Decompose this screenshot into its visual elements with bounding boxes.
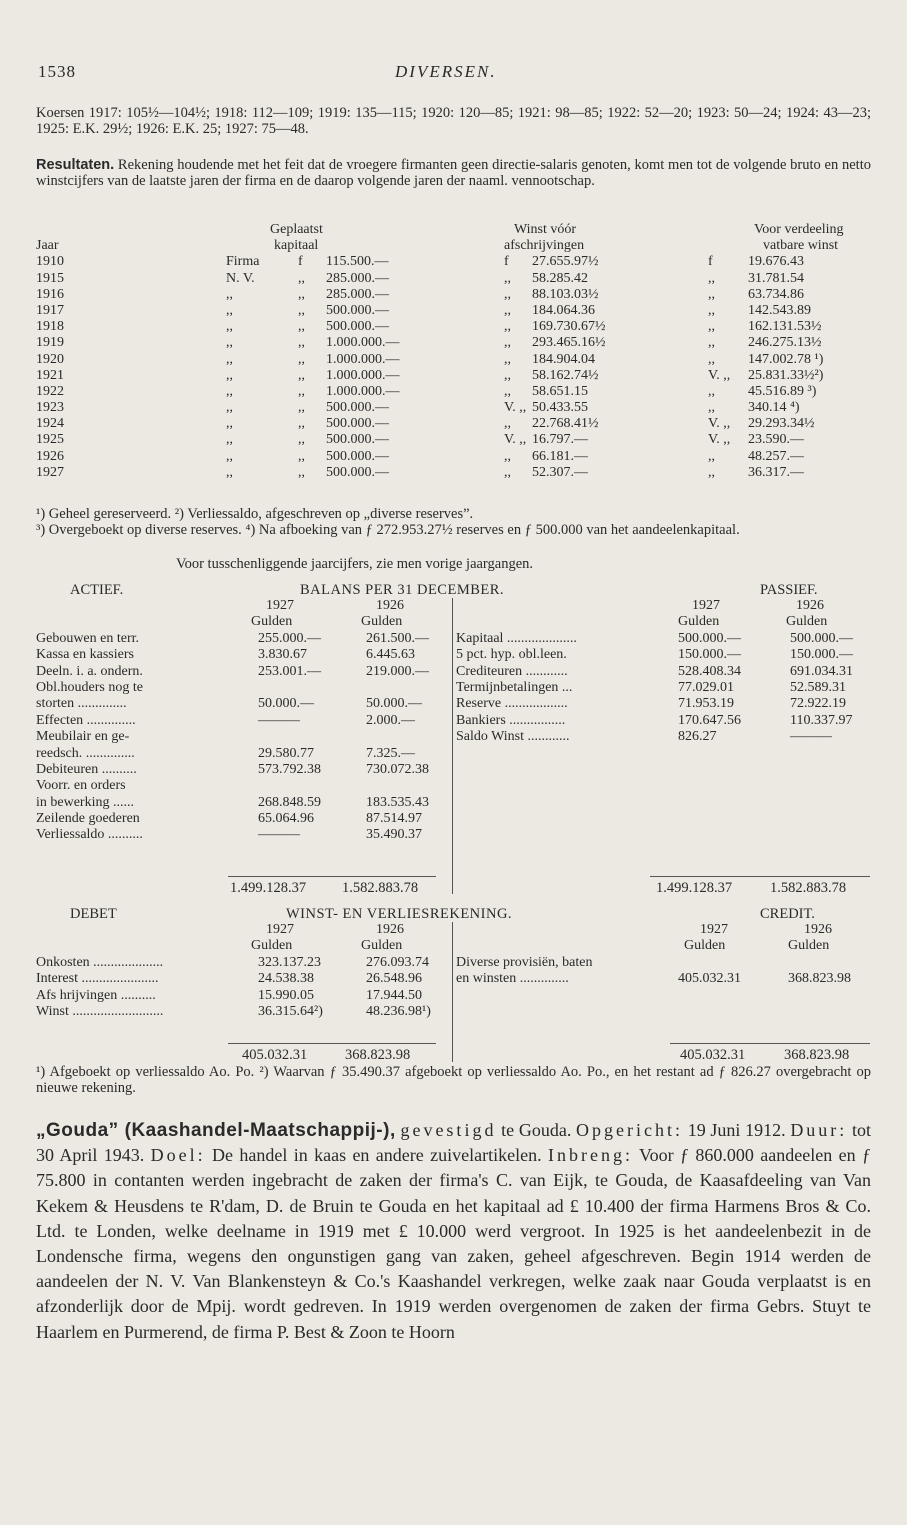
winst-cell: 88.103.03½ [532, 286, 599, 302]
table-row [36, 368, 876, 384]
winst-total-right-1926: 368.823.98 [784, 1047, 850, 1063]
winst-total-right-1927: 405.032.31 [680, 1047, 746, 1063]
firma-cell: ,, [226, 400, 233, 416]
vbw-prefix-cell: ,, [708, 400, 715, 416]
vbw-cell: 48.257.— [748, 448, 804, 464]
resultaten-text: Rekening houdende met het feit dat de vroegere firmanten geen directie-salaris genoten, komt men tot de volgende bruto en netto winstcijfers van de laatste jaren der firma en de daarop volgende jaren der naaml. vennootschap. [36, 157, 871, 189]
account-label: Termijnbetalingen ... [456, 679, 573, 695]
winst-prefix-cell: ,, [504, 351, 511, 367]
jaar-cell: 1920 [36, 351, 64, 367]
account-label: in bewerking ...... [36, 794, 134, 810]
jaar-cell: 1917 [36, 302, 64, 318]
account-label: Onkosten .................... [36, 954, 164, 970]
gulden-label: Gulden [788, 938, 830, 954]
actief-label: ACTIEF. [70, 582, 124, 598]
value-1926: 52.589.31 [790, 679, 846, 695]
account-label: Diverse provisiën, baten [456, 954, 593, 970]
currency-cell: ,, [298, 383, 305, 399]
value-1927: 405.032.31 [678, 971, 741, 987]
vbw-prefix-cell: ,, [708, 464, 715, 480]
balans-right [456, 598, 876, 746]
gouda-text-5: Voor ƒ 860.000 aandeelen en ƒ 75.800 in contanten werden ingebracht de zaken der firma's C. van Eijk, te Gouda, de Kaasafdeeling van Van Kekem & Heusdens te R'dam, D. de Bruin te Gouda en het kapitaal ad £ 10.400 der firma Harmens Bros & Co. Ltd. te Londen, welke deelname in 1919 met £ 10.000 werd vergroot. In 1925 is het aandeelenbezit in de Londensche firma, wegens den ongunstigen gang van zaken, geheel afgeschreven. Begin 1914 werden de aandeelen der N. V. Van Blankensteyn & Co.'s Kaashandel verkregen, welke zaak naar Gouda verplaatst is en afzonderlijk door de Mpij. wordt gedreven. In 1919 werden overgenomen de zaken der firma Gebrs. Stuyt te Haarlem en Purmerend, de firma P. Best & Zoon te Hoorn [36, 1145, 871, 1342]
jaar-cell: 1916 [36, 286, 64, 302]
winst-footnote: ¹) Afgeboekt op verliessaldo Ao. Po. ²) Waarvan ƒ 35.490.37 afgeboekt op verliessaldo Ao. Po., en het restant ad ƒ 826.27 overgebracht op nieuwe rekening. [36, 1064, 871, 1096]
credit-label: CREDIT. [760, 906, 815, 922]
currency-cell: ,, [298, 302, 305, 318]
value-1926: 500.000.— [790, 630, 853, 646]
currency-cell: ,, [298, 400, 305, 416]
table-row [36, 287, 876, 303]
balans-total-left-1927: 1.499.128.37 [230, 880, 307, 896]
results-note: Voor tusschenliggende jaarcijfers, zie men vorige jaargangen. [176, 556, 533, 572]
vbw-cell: 246.275.13½ [748, 335, 822, 351]
value-1927: ——— [258, 827, 300, 843]
currency-cell: ,, [298, 351, 305, 367]
table-row [36, 400, 876, 416]
firma-cell: ,, [226, 351, 233, 367]
table-row [36, 465, 876, 481]
account-label: reedsch. .............. [36, 745, 135, 761]
firma-cell: ,, [226, 448, 233, 464]
kapitaal-cell: 1.000.000.— [326, 383, 400, 399]
table-row [456, 680, 876, 696]
firma-cell: ,, [226, 367, 233, 383]
value-1927: 268.848.59 [258, 794, 321, 810]
kapitaal-cell: 1.000.000.— [326, 367, 400, 383]
winst-cell: 27.655.97½ [532, 254, 599, 270]
table-row [36, 319, 876, 335]
value-1926: 183.535.43 [366, 794, 429, 810]
currency-cell: ,, [298, 416, 305, 432]
firma-cell: ,, [226, 335, 233, 351]
winst-prefix-cell: ,, [504, 319, 511, 335]
account-label: Deeln. i. a. ondern. [36, 663, 143, 679]
duur-label: Duur: [790, 1120, 848, 1140]
balans-total-right-1926: 1.582.883.78 [770, 880, 847, 896]
kapitaal-cell: 500.000.— [326, 416, 389, 432]
vbw-cell: 36.317.— [748, 464, 804, 480]
koersen-text: Koersen 1917: 105½—104½; 1918: 112—109; 1919: 135—115; 1920: 120—85; 1921: 98—85; 1922: 52—20; 1923: 50—24; 1924: 43—23; 1925: E.K. 29½; 1926: E.K. 25; 1927: 75—48. [36, 105, 871, 137]
results-table [36, 222, 876, 481]
value-1926: 72.922.19 [790, 696, 846, 712]
vbw-cell: 19.676.43 [748, 254, 804, 270]
value-1926: 35.490.37 [366, 827, 422, 843]
jaar-cell: 1927 [36, 464, 64, 480]
vbw-cell: 23.590.— [748, 432, 804, 448]
currency-cell: ,, [298, 448, 305, 464]
value-1927: ——— [258, 712, 300, 728]
value-1926: 50.000.— [366, 696, 422, 712]
results-footnote-1: ¹) Geheel gereserveerd. ²) Verliessaldo, afgeschreven op „diverse reserves”. [36, 506, 474, 522]
gouda-text-4: De handel in kaas en andere zuivelartikelen. [205, 1145, 548, 1166]
jaar-cell: 1922 [36, 383, 64, 399]
winst-cell: 16.797.— [532, 432, 588, 448]
winst-cell: 22.768.41½ [532, 416, 599, 432]
value-1926: 150.000.— [790, 647, 853, 663]
winst-total-left-1926: 368.823.98 [345, 1047, 411, 1063]
value-1926: 6.445.63 [366, 647, 415, 663]
winst-prefix-cell: ,, [504, 448, 511, 464]
year-1927: 1927 [692, 598, 720, 613]
header-geplaatst: Geplaatst [270, 222, 323, 237]
table-row [36, 955, 456, 971]
year-1927: 1927 [266, 922, 294, 937]
vbw-prefix-cell: V. ,, [708, 432, 731, 448]
table-row [36, 729, 456, 745]
value-1926: ——— [790, 729, 832, 745]
vbw-cell: 142.543.89 [748, 302, 811, 318]
kapitaal-cell: 500.000.— [326, 464, 389, 480]
firma-cell: ,, [226, 432, 233, 448]
kapitaal-cell: 285.000.— [326, 286, 389, 302]
gouda-text-1: te Gouda. [496, 1120, 577, 1140]
value-1926: 219.000.— [366, 663, 429, 679]
gouda-entry [36, 1118, 871, 1345]
winst-cell: 184.904.04 [532, 351, 595, 367]
header-vatbare: vatbare winst [763, 238, 839, 254]
value-1926: 110.337.97 [790, 712, 853, 728]
jaar-cell: 1924 [36, 416, 64, 432]
table-row [456, 664, 876, 680]
kapitaal-cell: 500.000.— [326, 302, 389, 318]
winst-cell: 66.181.— [532, 448, 588, 464]
value-1926: 7.325.— [366, 745, 415, 761]
gouda-text-3: tot 30 April 1943. [36, 1120, 872, 1166]
gouda-title: „Gouda” (Kaashandel-Maatschappij-), [36, 1120, 396, 1141]
account-label: Bankiers ................ [456, 712, 566, 728]
winst-prefix-cell: ,, [504, 416, 511, 432]
winst-cell: 169.730.67½ [532, 319, 606, 335]
table-row [36, 432, 876, 448]
gouda-text-2: 19 Juni 1912. [683, 1120, 791, 1140]
currency-cell: ,, [298, 432, 305, 448]
vbw-prefix-cell: V. ,, [708, 416, 731, 432]
kapitaal-cell: 1.000.000.— [326, 351, 400, 367]
table-row [456, 696, 876, 712]
currency-cell: ,, [298, 286, 305, 302]
vbw-cell: 162.131.53½ [748, 319, 822, 335]
winst-prefix-cell: V. ,, [504, 400, 527, 416]
gevestigd-label: gevestigd [400, 1120, 497, 1140]
value-1927: 323.137.23 [258, 954, 321, 970]
table-row [36, 335, 876, 351]
winst-total-left-1927: 405.032.31 [242, 1047, 308, 1063]
account-label: Reserve .................. [456, 696, 568, 712]
doel-label: Doel: [150, 1145, 206, 1166]
account-label: Effecten .............. [36, 712, 136, 728]
winst-prefix-cell: f [504, 254, 509, 270]
value-1927: 253.001.— [258, 663, 321, 679]
winst-prefix-cell: V. ,, [504, 432, 527, 448]
value-1926: 261.500.— [366, 630, 429, 646]
value-1927: 528.408.34 [678, 663, 741, 679]
value-1927: 24.538.38 [258, 971, 314, 987]
account-label: Interest ...................... [36, 971, 159, 987]
winst-prefix-cell: ,, [504, 464, 511, 480]
table-row [36, 664, 456, 680]
gulden-label: Gulden [361, 938, 403, 954]
jaar-cell: 1918 [36, 319, 64, 335]
table-row [36, 811, 456, 827]
value-1927: 15.990.05 [258, 987, 314, 1003]
account-label: Kapitaal .................... [456, 630, 577, 646]
vbw-cell: 63.734.86 [748, 286, 804, 302]
value-1926: 276.093.74 [366, 954, 429, 970]
gulden-label: Gulden [361, 614, 403, 630]
kapitaal-cell: 115.500.— [326, 254, 389, 270]
jaar-cell: 1923 [36, 400, 64, 416]
kapitaal-cell: 285.000.— [326, 270, 389, 286]
header-kapitaal: kapitaal [274, 238, 319, 254]
jaar-cell: 1910 [36, 254, 64, 270]
table-row [36, 647, 456, 663]
winst-left [36, 922, 456, 1020]
opgericht-label: Opgericht: [576, 1120, 684, 1140]
value-1926: 48.236.98¹) [366, 1003, 431, 1019]
value-1926: 368.823.98 [788, 971, 851, 987]
kapitaal-cell: 500.000.— [326, 432, 389, 448]
winst-prefix-cell: ,, [504, 335, 511, 351]
winst-cell: 52.307.— [532, 464, 588, 480]
firma-cell: ,, [226, 319, 233, 335]
winst-prefix-cell: ,, [504, 286, 511, 302]
resultaten-label: Resultaten. [36, 157, 115, 173]
table-row [36, 778, 456, 794]
table-row [456, 955, 876, 971]
value-1927: 573.792.38 [258, 761, 321, 777]
account-label: Crediteuren ............ [456, 663, 568, 679]
table-row [456, 631, 876, 647]
value-1926: 87.514.97 [366, 811, 422, 827]
year-1926: 1926 [376, 922, 404, 937]
year-1927: 1927 [700, 922, 728, 937]
currency-cell: ,, [298, 335, 305, 351]
table-row [36, 971, 456, 987]
account-label: Meubilair en ge- [36, 729, 130, 745]
winst-right [456, 922, 876, 988]
table-row [36, 1004, 456, 1020]
account-label: Saldo Winst ............ [456, 729, 570, 745]
account-label: Winst .......................... [36, 1003, 164, 1019]
vbw-prefix-cell: ,, [708, 448, 715, 464]
table-row [36, 795, 456, 811]
year-1927: 1927 [266, 598, 294, 613]
winst-prefix-cell: ,, [504, 367, 511, 383]
vbw-prefix-cell: ,, [708, 383, 715, 399]
vbw-cell: 31.781.54 [748, 270, 804, 286]
vbw-prefix-cell: ,, [708, 286, 715, 302]
table-row [36, 762, 456, 778]
header-voor: Voor verdeeling [754, 222, 844, 237]
winst-cell: 58.651.15 [532, 383, 588, 399]
gulden-label: Gulden [684, 938, 726, 954]
balans-total-right-1927: 1.499.128.37 [656, 880, 733, 896]
account-label: Verliessaldo .......... [36, 827, 143, 843]
account-label: Kassa en kassiers [36, 647, 134, 663]
vbw-prefix-cell: ,, [708, 351, 715, 367]
value-1927: 29.580.77 [258, 745, 314, 761]
value-1926: 2.000.— [366, 712, 415, 728]
vbw-prefix-cell: ,, [708, 302, 715, 318]
value-1927: 150.000.— [678, 647, 741, 663]
currency-cell: ,, [298, 270, 305, 286]
value-1926: 26.548.96 [366, 971, 422, 987]
value-1927: 255.000.— [258, 630, 321, 646]
winst-cell: 58.285.42 [532, 270, 588, 286]
winst-cell: 184.064.36 [532, 302, 595, 318]
kapitaal-cell: 500.000.— [326, 448, 389, 464]
table-row [36, 271, 876, 287]
balans-total-rule-left [228, 876, 436, 877]
balans-title: BALANS PER 31 DECEMBER. [300, 582, 505, 598]
currency-cell: ,, [298, 319, 305, 335]
account-label: Obl.houders nog te [36, 679, 143, 695]
table-row [36, 449, 876, 465]
value-1927: 826.27 [678, 729, 717, 745]
value-1927: 50.000.— [258, 696, 314, 712]
table-row [36, 254, 876, 270]
value-1927: 3.830.67 [258, 647, 307, 663]
vbw-prefix-cell: ,, [708, 335, 715, 351]
table-row [456, 713, 876, 729]
value-1927: 170.647.56 [678, 712, 741, 728]
winst-divider [452, 922, 453, 1062]
jaar-cell: 1925 [36, 432, 64, 448]
vbw-cell: 45.516.89 ³) [748, 383, 817, 399]
vbw-prefix-cell: ,, [708, 319, 715, 335]
firma-cell: Firma [226, 254, 260, 270]
winst-prefix-cell: ,, [504, 383, 511, 399]
currency-cell: f [298, 254, 303, 270]
kapitaal-cell: 1.000.000.— [326, 335, 400, 351]
value-1926: 730.072.38 [366, 761, 429, 777]
vbw-cell: 340.14 ⁴) [748, 400, 800, 416]
firma-cell: ,, [226, 464, 233, 480]
vbw-cell: 29.293.34½ [748, 416, 815, 432]
table-row [456, 647, 876, 663]
currency-cell: ,, [298, 464, 305, 480]
balans-total-rule-right [650, 876, 870, 877]
account-label: storten .............. [36, 696, 127, 712]
balans-left [36, 598, 456, 844]
firma-cell: ,, [226, 383, 233, 399]
header-winst: Winst vóór [514, 222, 577, 237]
results-footnote-2: ³) Overgeboekt op diverse reserves. ⁴) Na afboeking van ƒ 272.953.27½ reserves en ƒ 500.000 van het aandeelenkapitaal. [36, 522, 740, 538]
jaar-cell: 1915 [36, 270, 64, 286]
page-number: 1538 [38, 62, 76, 81]
firma-cell: ,, [226, 302, 233, 318]
account-label: en winsten .............. [456, 971, 569, 987]
table-row [36, 988, 456, 1004]
account-label: Voorr. en orders [36, 778, 126, 794]
header-afschrijvingen: afschrijvingen [504, 238, 585, 254]
inbreng-label: Inbreng: [547, 1145, 633, 1166]
table-row [36, 696, 456, 712]
currency-cell: ,, [298, 367, 305, 383]
account-label: Zeilende goederen [36, 811, 140, 827]
resultaten-paragraph [36, 157, 871, 189]
year-1926: 1926 [376, 598, 404, 613]
value-1927: 71.953.19 [678, 696, 734, 712]
jaar-cell: 1919 [36, 335, 64, 351]
account-label: Afs hrijvingen .......... [36, 987, 156, 1003]
table-row [456, 729, 876, 745]
gulden-label: Gulden [251, 938, 293, 954]
account-label: 5 pct. hyp. obl.leen. [456, 647, 567, 663]
winst-title: WINST- EN VERLIESREKENING. [286, 906, 513, 922]
balans-total-left-1926: 1.582.883.78 [342, 880, 419, 896]
kapitaal-cell: 500.000.— [326, 400, 389, 416]
winst-total-rule-left [228, 1043, 436, 1044]
table-row [36, 352, 876, 368]
value-1926: 691.034.31 [790, 663, 853, 679]
table-row [36, 746, 456, 762]
value-1927: 77.029.01 [678, 679, 734, 695]
winst-prefix-cell: ,, [504, 270, 511, 286]
table-row [36, 303, 876, 319]
balans-divider [452, 598, 453, 894]
table-row [36, 680, 456, 696]
header-jaar: Jaar [36, 238, 59, 254]
vbw-prefix-cell: ,, [708, 270, 715, 286]
value-1927: 500.000.— [678, 630, 741, 646]
value-1926: 17.944.50 [366, 987, 422, 1003]
gulden-label: Gulden [251, 614, 293, 630]
firma-cell: N. V. [226, 270, 255, 286]
gulden-label: Gulden [678, 614, 720, 630]
year-1926: 1926 [796, 598, 824, 613]
table-row [36, 827, 456, 843]
winst-cell: 293.465.16½ [532, 335, 606, 351]
value-1927: 36.315.64²) [258, 1003, 323, 1019]
table-row [36, 631, 456, 647]
vbw-prefix-cell: V. ,, [708, 367, 731, 383]
debet-label: DEBET [70, 906, 117, 922]
account-label: Debiteuren .......... [36, 761, 137, 777]
vbw-cell: 147.002.78 ¹) [748, 351, 824, 367]
table-row [456, 971, 876, 987]
year-1926: 1926 [804, 922, 832, 937]
table-row [36, 416, 876, 432]
vbw-prefix-cell: f [708, 254, 713, 270]
gulden-label: Gulden [786, 614, 828, 630]
value-1927: 65.064.96 [258, 811, 314, 827]
firma-cell: ,, [226, 416, 233, 432]
table-row [36, 713, 456, 729]
firma-cell: ,, [226, 286, 233, 302]
account-label: Gebouwen en terr. [36, 630, 140, 646]
winst-cell: 50.433.55 [532, 400, 588, 416]
table-row [36, 384, 876, 400]
winst-cell: 58.162.74½ [532, 367, 599, 383]
kapitaal-cell: 500.000.— [326, 319, 389, 335]
jaar-cell: 1921 [36, 367, 64, 383]
running-title: DIVERSEN. [395, 62, 497, 81]
winst-prefix-cell: ,, [504, 302, 511, 318]
winst-total-rule-right [670, 1043, 870, 1044]
vbw-cell: 25.831.33½²) [748, 367, 824, 383]
passief-label: PASSIEF. [760, 582, 818, 598]
jaar-cell: 1926 [36, 448, 64, 464]
